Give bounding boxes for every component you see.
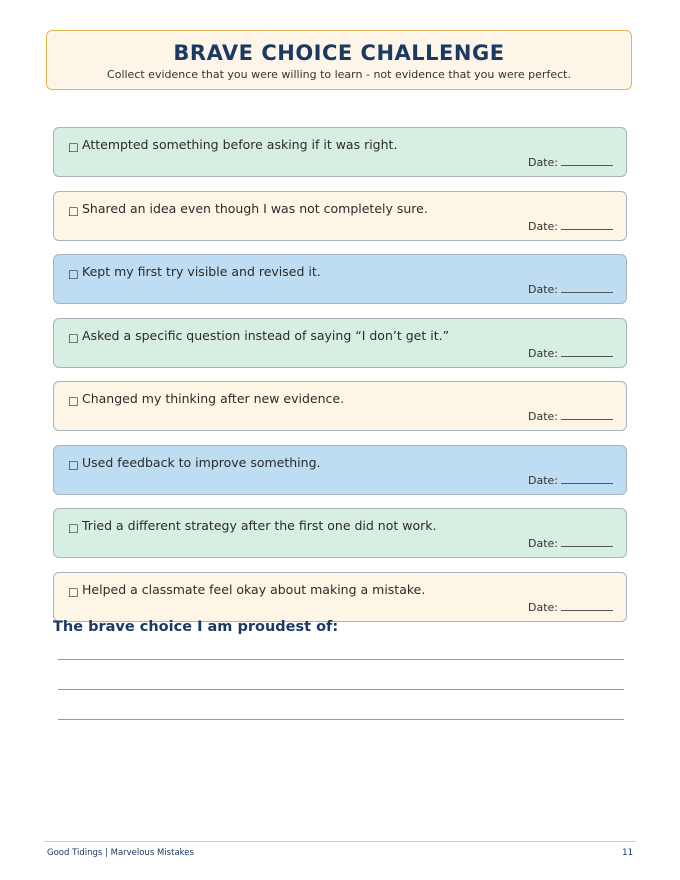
checklist-item-text: Changed my thinking after new evidence. [82, 391, 345, 406]
date-field[interactable] [528, 155, 613, 170]
checklist-item-text: Asked a specific question instead of saying “I don’t get it.” [82, 327, 450, 343]
date-label: Date: [528, 219, 558, 233]
date-field[interactable] [528, 473, 613, 488]
date-blank[interactable] [561, 409, 613, 420]
date-label: Date: [528, 156, 558, 169]
checkbox-icon[interactable]: ☐ [68, 331, 79, 346]
checklist-item [53, 191, 627, 241]
page-subtitle: Collect evidence that you were willing to learn - not evidence that you were perfect. [107, 68, 571, 81]
page-title: BRAVE CHOICE CHALLENGE [173, 41, 505, 65]
date-label: Date: [528, 283, 558, 296]
footer-title: Good Tidings | Marvelous Mistakes [47, 848, 194, 858]
date-label: Date: [528, 473, 558, 487]
date-blank[interactable] [561, 473, 613, 484]
checklist-item [53, 445, 627, 495]
date-blank[interactable] [561, 282, 613, 293]
date-label: Date: [528, 346, 558, 360]
checklist-item-text: Shared an idea even though I was not completely sure. [82, 200, 428, 216]
checklist [53, 127, 627, 635]
checklist-item-text: Kept my first try visible and revised it. [82, 264, 321, 279]
date-label: Date: [528, 410, 558, 423]
checklist-item-text: Used feedback to improve something. [82, 454, 321, 470]
checkbox-icon[interactable]: ☐ [68, 585, 79, 600]
checkbox-icon[interactable]: ☐ [68, 395, 79, 409]
checklist-item [53, 508, 627, 558]
writing-line[interactable] [58, 659, 624, 660]
title-banner [46, 30, 632, 90]
checklist-item [53, 254, 627, 304]
checklist-item [53, 318, 627, 368]
date-field[interactable] [528, 600, 613, 615]
checkbox-icon[interactable]: ☐ [68, 204, 79, 219]
date-blank[interactable] [561, 346, 613, 357]
checklist-item [53, 572, 627, 622]
date-field[interactable] [528, 409, 613, 424]
checklist-item-text: Helped a classmate feel okay about making a mistake. [82, 581, 426, 597]
checkbox-icon[interactable]: ☐ [68, 522, 79, 536]
date-blank[interactable] [561, 536, 613, 547]
writing-line[interactable] [58, 689, 624, 690]
checklist-item [53, 381, 627, 431]
date-field[interactable] [528, 536, 613, 551]
date-field[interactable] [528, 219, 613, 234]
date-blank[interactable] [561, 155, 613, 166]
date-field[interactable] [528, 346, 613, 361]
checkbox-icon[interactable]: ☐ [68, 268, 79, 282]
reflection-prompt: The brave choice I am proudest of: [53, 619, 339, 635]
checkbox-icon[interactable]: ☐ [68, 141, 79, 155]
writing-line[interactable] [58, 719, 624, 720]
date-blank[interactable] [561, 600, 613, 611]
checkbox-icon[interactable]: ☐ [68, 458, 79, 473]
checklist-item-text: Attempted something before asking if it was right. [82, 137, 398, 152]
date-blank[interactable] [561, 219, 613, 230]
date-field[interactable] [528, 282, 613, 297]
date-label: Date: [528, 537, 558, 550]
date-label: Date: [528, 600, 558, 614]
footer-divider [44, 841, 636, 842]
checklist-item-text: Tried a different strategy after the first one did not work. [82, 518, 437, 533]
checklist-item [53, 127, 627, 177]
page-number: 11 [622, 848, 633, 858]
